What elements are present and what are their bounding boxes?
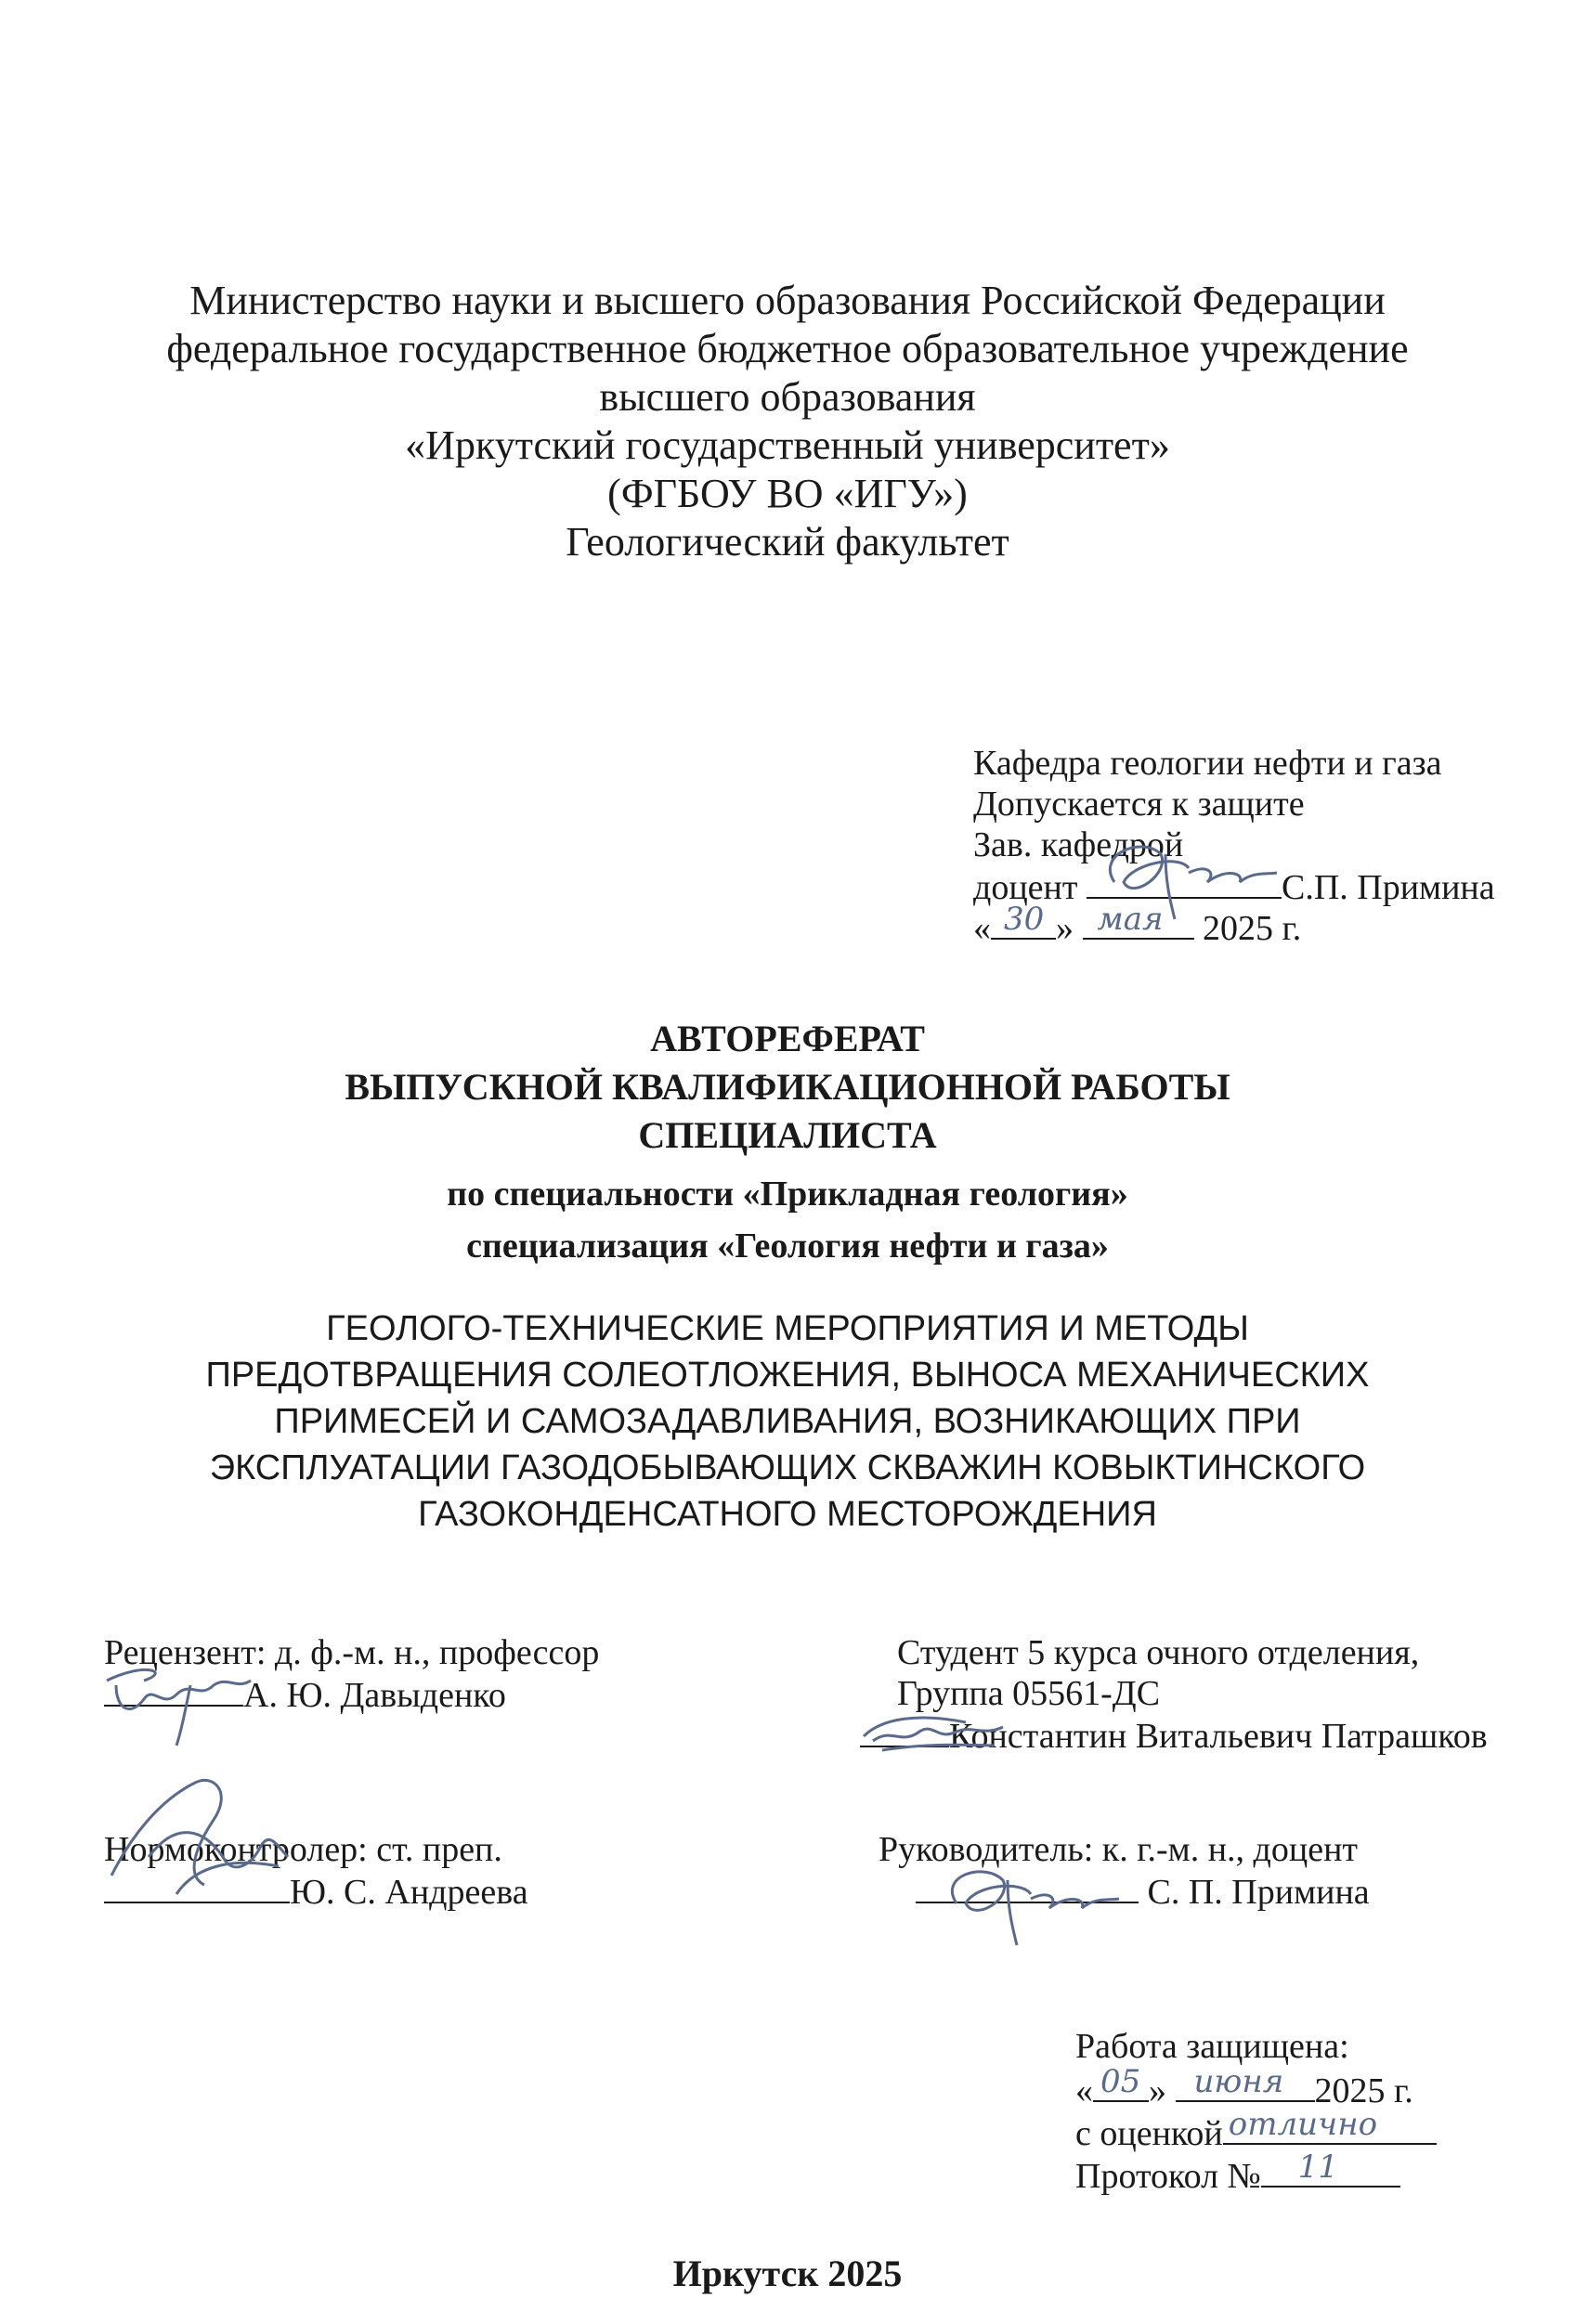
title-degree: СПЕЦИАЛИСТА — [638, 1114, 937, 1156]
approval-month-blank — [1083, 901, 1194, 940]
defense-protocol-blank — [1261, 2149, 1400, 2188]
supervisor-signature-line — [916, 1868, 1529, 1912]
supervisor-block — [879, 1827, 1529, 1912]
defense-protocol-line — [1075, 2149, 1558, 2196]
approval-position: доцент — [973, 868, 1078, 907]
normcontrol-label: Нормоконтролер: ст. преп. — [104, 1830, 502, 1869]
topic-block — [0, 1305, 1575, 1538]
supervisor-signature-blank — [916, 1868, 1139, 1903]
reviewer-block — [104, 1630, 754, 1715]
topic-line-2: ПРЕДОТВРАЩЕНИЯ СОЛЕОТЛОЖЕНИЯ, ВЫНОСА МЕХАНИЧЕСКИХ — [205, 1356, 1370, 1395]
defense-grade-label: с оценкой — [1075, 2114, 1223, 2153]
approval-signature-line — [973, 863, 1530, 907]
approval-year: 2025 г. — [1203, 909, 1302, 948]
approval-date-quote-close: » — [1056, 909, 1074, 948]
approval-day-blank — [991, 901, 1056, 940]
approval-name: С.П. Примина — [1281, 868, 1495, 907]
student-block — [897, 1630, 1547, 1756]
header-line-faculty: Геологический факультет — [566, 519, 1009, 565]
title-block — [0, 1016, 1575, 1276]
defense-month-blank — [1176, 2063, 1315, 2102]
reviewer-name: А. Ю. Давыденко — [243, 1676, 506, 1715]
approval-head: Зав. кафедрой — [973, 825, 1184, 864]
title-abstract: АВТОРЕФЕРАТ — [650, 1018, 925, 1059]
header-block — [0, 275, 1575, 565]
header-line-university-name: «Иркутский государственный университет» — [405, 422, 1170, 468]
defense-block — [1075, 2024, 1558, 2195]
defense-year: 2025 г. — [1314, 2071, 1413, 2110]
header-line-ministry: Министерство науки и высшего образования Российской Федерации — [189, 278, 1386, 323]
defense-month: июня — [1193, 2063, 1284, 2100]
defense-protocol-number: 11 — [1297, 2149, 1339, 2186]
header-line-education-level: высшего образования — [599, 374, 976, 420]
defense-protocol-label: Протокол № — [1075, 2157, 1261, 2196]
student-name: Константин Витальевич Патрашков — [949, 1717, 1488, 1756]
normcontrol-signature-blank — [104, 1868, 290, 1903]
defense-grade-blank — [1223, 2106, 1437, 2145]
header-line-institution-type: федеральное государственное бюджетное образовательное учреждение — [166, 326, 1409, 371]
defense-date-quote-close: » — [1149, 2071, 1166, 2110]
student-label: Студент 5 курса очного отделения, — [897, 1633, 1420, 1672]
approval-department: Кафедра геологии нефти и газа — [973, 744, 1442, 783]
approval-day: 30 — [1004, 901, 1045, 938]
defense-grade: отлично — [1228, 2106, 1378, 2143]
header-line-university-abbr: (ФГБОУ ВО «ИГУ») — [607, 471, 968, 516]
topic-line-3: ПРИМЕСЕЙ И САМОЗАДАВЛИВАНИЯ, ВОЗНИКАЮЩИХ ПРИ — [274, 1402, 1301, 1441]
defense-date-quote-open: « — [1075, 2071, 1093, 2110]
student-signature-blank — [860, 1712, 949, 1747]
defense-label: Работа защищена: — [1075, 2027, 1349, 2066]
topic-line-5: ГАЗОКОНДЕНСАТНОГО МЕСТОРОЖДЕНИЯ — [418, 1495, 1157, 1534]
reviewer-signature-blank — [104, 1671, 243, 1707]
footer-city-year: Иркутск 2025 — [672, 2253, 903, 2294]
defense-day: 05 — [1100, 2063, 1141, 2100]
approval-date-line — [973, 901, 1530, 948]
supervisor-name: С. П. Примина — [1147, 1873, 1370, 1912]
approval-date-quote-open: « — [973, 909, 991, 948]
title-specialization: специализация «Геология нефти и газа» — [466, 1227, 1109, 1266]
title-work-type: ВЫПУСКНОЙ КВАЛИФИКАЦИОННОЙ РАБОТЫ — [345, 1066, 1230, 1108]
student-signature-line — [860, 1712, 1547, 1756]
topic-line-4: ЭКСПЛУАТАЦИИ ГАЗОДОБЫВАЮЩИХ СКВАЖИН КОВЫКТИНСКОГО — [209, 1448, 1366, 1487]
normcontrol-block — [104, 1827, 754, 1912]
approval-signature-blank — [1087, 863, 1282, 899]
approval-month: мая — [1097, 901, 1164, 938]
title-specialty: по специальности «Прикладная геология» — [447, 1175, 1128, 1214]
reviewer-signature-line — [104, 1671, 754, 1715]
approval-admitted: Допускается к защите — [973, 785, 1305, 824]
student-group: Группа 05561-ДС — [897, 1674, 1161, 1713]
reviewer-label: Рецензент: д. ф.-м. н., профессор — [104, 1633, 600, 1672]
defense-day-blank — [1093, 2063, 1149, 2102]
normcontrol-signature-line — [104, 1868, 754, 1912]
normcontrol-name: Ю. С. Андреева — [290, 1873, 528, 1912]
topic-line-1: ГЕОЛОГО-ТЕХНИЧЕСКИЕ МЕРОПРИЯТИЯ И МЕТОДЫ — [326, 1309, 1249, 1348]
approval-block — [973, 741, 1530, 948]
supervisor-label: Руководитель: к. г.-м. н., доцент — [879, 1830, 1359, 1869]
